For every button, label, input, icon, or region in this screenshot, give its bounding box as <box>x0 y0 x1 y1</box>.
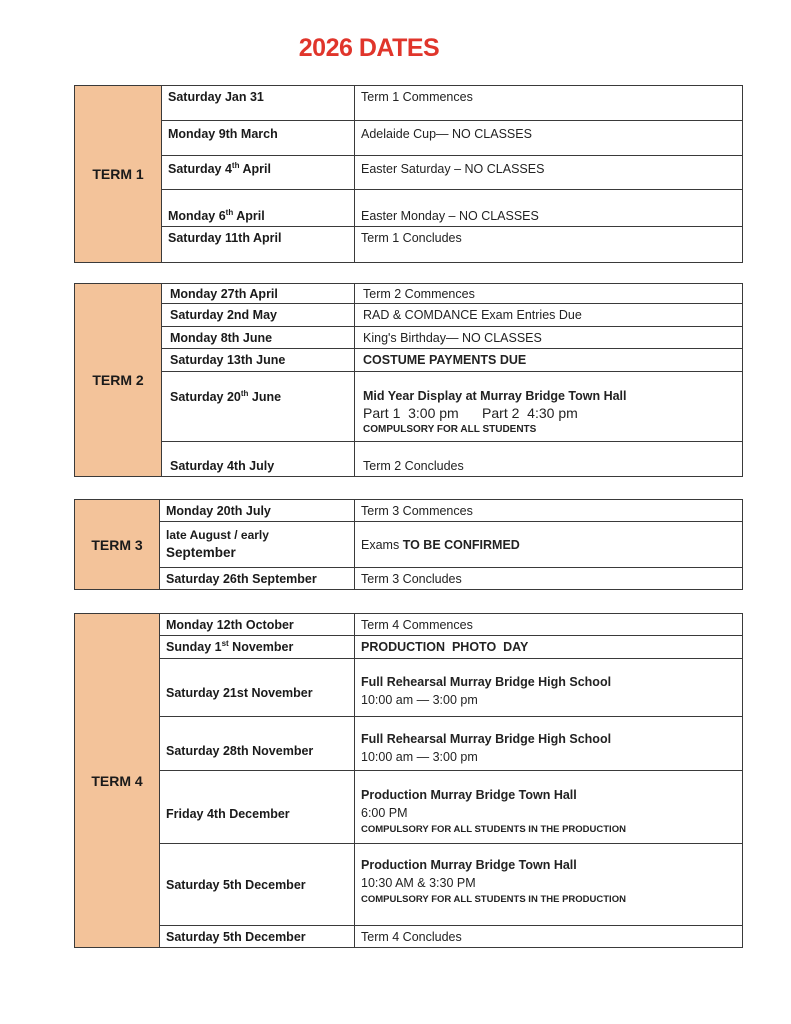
date-cell: Sunday 1st November <box>160 636 355 659</box>
term-2-table <box>74 283 743 477</box>
event-cell: Term 2 Commences <box>355 284 743 304</box>
date-cell: Saturday 21st November <box>160 659 355 717</box>
term-4-table <box>74 613 743 948</box>
event-title: Production Murray Bridge Town Hall <box>361 788 577 802</box>
table-row <box>75 156 743 190</box>
term-label: TERM 1 <box>75 86 162 263</box>
date-cell: late August / early September <box>160 522 355 568</box>
event-cell: Term 2 Concludes <box>355 442 743 477</box>
table-row <box>75 568 743 590</box>
table-row <box>75 500 743 522</box>
term-3-table <box>74 499 743 590</box>
event-cell: Term 1 Commences <box>355 86 743 121</box>
event-cell: Term 4 Concludes <box>355 926 743 948</box>
date-cell: Monday 6th April <box>162 190 355 227</box>
date-cell: Saturday 4th July <box>162 442 355 477</box>
date-cell: Monday 9th March <box>162 121 355 156</box>
event-cell <box>355 771 743 844</box>
table-row <box>75 636 743 659</box>
event-times: 10:00 am — 3:00 pm <box>361 692 478 707</box>
table-row <box>75 442 743 477</box>
event-cell: King's Birthday— NO CLASSES <box>355 327 743 349</box>
date-cell: Monday 27th April <box>162 284 355 304</box>
date-cell: Saturday 4th April <box>162 156 355 190</box>
table-row <box>75 349 743 372</box>
event-cell: Exams TO BE CONFIRMED <box>355 522 743 568</box>
event-cell: Term 3 Concludes <box>355 568 743 590</box>
date-cell: Monday 8th June <box>162 327 355 349</box>
event-cell: PRODUCTION PHOTO DAY <box>355 636 743 659</box>
date-cell: Monday 20th July <box>160 500 355 522</box>
table-row <box>75 121 743 156</box>
event-note: COMPULSORY FOR ALL STUDENTS IN THE PRODUCTION <box>361 824 626 835</box>
table-row <box>75 284 743 304</box>
table-row <box>75 717 743 771</box>
event-cell: RAD & COMDANCE Exam Entries Due <box>355 304 743 327</box>
date-cell: Friday 4th December <box>160 771 355 844</box>
event-cell <box>355 372 743 442</box>
event-cell: Easter Saturday – NO CLASSES <box>355 156 743 190</box>
term-label: TERM 2 <box>75 284 162 477</box>
event-cell <box>355 844 743 926</box>
event-times: 6:00 PM <box>361 806 408 820</box>
event-title: Full Rehearsal Murray Bridge High School <box>361 674 612 689</box>
table-row <box>75 304 743 327</box>
table-row <box>75 86 743 121</box>
date-cell: Saturday 11th April <box>162 227 355 263</box>
date-cell: Monday 12th October <box>160 614 355 636</box>
table-row <box>75 327 743 349</box>
table-row <box>75 659 743 717</box>
event-cell: COSTUME PAYMENTS DUE <box>355 349 743 372</box>
table-row <box>75 771 743 844</box>
date-cell: Saturday 13th June <box>162 349 355 372</box>
table-row <box>75 227 743 263</box>
term-1-table <box>74 85 743 263</box>
event-cell: Adelaide Cup— NO CLASSES <box>355 121 743 156</box>
date-cell: Saturday Jan 31 <box>162 86 355 121</box>
page-title: 2026 DATES <box>298 34 440 62</box>
table-row <box>75 190 743 227</box>
event-title: Mid Year Display at Murray Bridge Town Hall <box>363 389 627 403</box>
table-row <box>75 926 743 948</box>
event-note: COMPULSORY FOR ALL STUDENTS <box>363 424 537 435</box>
event-times: 10:00 am — 3:00 pm <box>361 749 478 764</box>
date-cell: Saturday 5th December <box>160 844 355 926</box>
event-cell: Term 3 Commences <box>355 500 743 522</box>
event-times: Part 1 3:00 pm Part 2 4:30 pm <box>363 405 578 421</box>
table-row <box>75 522 743 568</box>
event-cell <box>355 659 743 717</box>
date-cell: Saturday 5th December <box>160 926 355 948</box>
date-cell: Saturday 28th November <box>160 717 355 771</box>
event-cell: Term 1 Concludes <box>355 227 743 263</box>
event-title: Full Rehearsal Murray Bridge High School <box>361 731 612 746</box>
table-row <box>75 614 743 636</box>
event-note: COMPULSORY FOR ALL STUDENTS IN THE PRODUCTION <box>361 893 626 905</box>
event-times: 10:30 AM & 3:30 PM <box>361 875 476 890</box>
event-cell: Easter Monday – NO CLASSES <box>355 190 743 227</box>
date-cell: Saturday 26th September <box>160 568 355 590</box>
event-cell: Term 4 Commences <box>355 614 743 636</box>
date-cell: Saturday 2nd May <box>162 304 355 327</box>
term-label: TERM 3 <box>75 500 160 590</box>
table-row <box>75 372 743 442</box>
date-cell: Saturday 20th June <box>162 372 355 442</box>
event-title: Production Murray Bridge Town Hall <box>361 857 577 872</box>
table-row <box>75 844 743 926</box>
term-label: TERM 4 <box>75 614 160 948</box>
event-cell <box>355 717 743 771</box>
